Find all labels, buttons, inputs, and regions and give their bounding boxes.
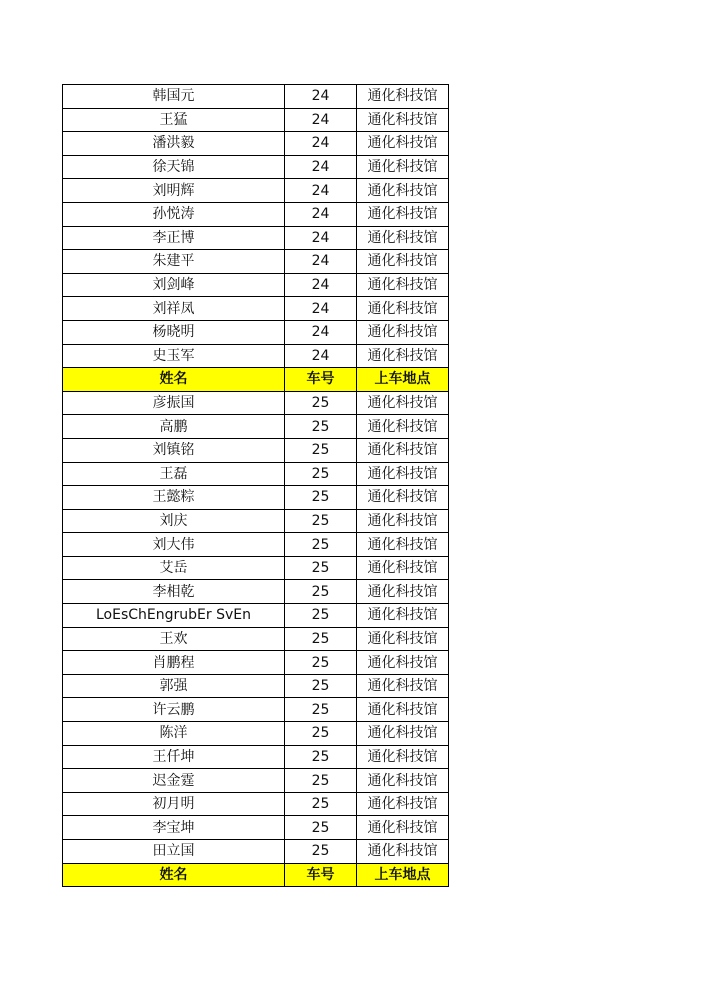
- car-number-cell: 24: [285, 226, 357, 250]
- car-number-cell: 25: [285, 722, 357, 746]
- car-number-cell: 25: [285, 391, 357, 415]
- boarding-location-cell: 通化科技馆: [357, 627, 449, 651]
- car-number-cell: 25: [285, 769, 357, 793]
- table-row: [63, 816, 449, 840]
- header-car-cell: 车号: [285, 863, 357, 887]
- passenger-name-cell: 刘明辉: [63, 179, 285, 203]
- boarding-location-cell: 通化科技馆: [357, 698, 449, 722]
- passenger-name-cell: 肖鹏程: [63, 651, 285, 675]
- table-row: [63, 627, 449, 651]
- table-row: [63, 202, 449, 226]
- car-number-cell: 24: [285, 344, 357, 368]
- boarding-location-cell: 通化科技馆: [357, 509, 449, 533]
- boarding-location-cell: 通化科技馆: [357, 250, 449, 274]
- passenger-table-body: [63, 85, 449, 887]
- boarding-location-cell: 通化科技馆: [357, 85, 449, 109]
- boarding-location-cell: 通化科技馆: [357, 391, 449, 415]
- passenger-name-cell: 韩国元: [63, 85, 285, 109]
- car-number-cell: 24: [285, 179, 357, 203]
- table-row: [63, 108, 449, 132]
- passenger-name-cell: 刘祥凤: [63, 297, 285, 321]
- boarding-location-cell: 通化科技馆: [357, 816, 449, 840]
- boarding-location-cell: 通化科技馆: [357, 792, 449, 816]
- table-row: [63, 438, 449, 462]
- boarding-location-cell: 通化科技馆: [357, 179, 449, 203]
- passenger-name-cell: 李相乾: [63, 580, 285, 604]
- passenger-name-cell: 史玉军: [63, 344, 285, 368]
- car-number-cell: 24: [285, 108, 357, 132]
- car-number-cell: 25: [285, 792, 357, 816]
- header-car-cell: 车号: [285, 368, 357, 392]
- car-number-cell: 24: [285, 250, 357, 274]
- car-number-cell: 25: [285, 580, 357, 604]
- passenger-name-cell: 初月明: [63, 792, 285, 816]
- passenger-name-cell: 李宝坤: [63, 816, 285, 840]
- passenger-name-cell: 王懿粽: [63, 486, 285, 510]
- car-number-cell: 25: [285, 840, 357, 864]
- boarding-location-cell: 通化科技馆: [357, 344, 449, 368]
- table-row: [63, 85, 449, 109]
- car-number-cell: 24: [285, 155, 357, 179]
- car-number-cell: 24: [285, 202, 357, 226]
- boarding-location-cell: 通化科技馆: [357, 604, 449, 628]
- boarding-location-cell: 通化科技馆: [357, 533, 449, 557]
- car-number-cell: 24: [285, 320, 357, 344]
- boarding-location-cell: 通化科技馆: [357, 674, 449, 698]
- passenger-name-cell: 杨晓明: [63, 320, 285, 344]
- passenger-name-cell: 刘剑峰: [63, 273, 285, 297]
- boarding-location-cell: 通化科技馆: [357, 462, 449, 486]
- table-row: [63, 132, 449, 156]
- boarding-location-cell: 通化科技馆: [357, 108, 449, 132]
- table-row: [63, 604, 449, 628]
- passenger-name-cell: 刘庆: [63, 509, 285, 533]
- car-number-cell: 24: [285, 297, 357, 321]
- passenger-name-cell: 王仟坤: [63, 745, 285, 769]
- table-row: [63, 769, 449, 793]
- table-row: [63, 462, 449, 486]
- boarding-location-cell: 通化科技馆: [357, 486, 449, 510]
- car-number-cell: 24: [285, 132, 357, 156]
- header-name-cell: 姓名: [63, 863, 285, 887]
- boarding-location-cell: 通化科技馆: [357, 745, 449, 769]
- table-row: [63, 651, 449, 675]
- boarding-location-cell: 通化科技馆: [357, 415, 449, 439]
- table-row: [63, 486, 449, 510]
- table-row: [63, 155, 449, 179]
- table-row: [63, 273, 449, 297]
- table-row: [63, 344, 449, 368]
- table-row: [63, 698, 449, 722]
- passenger-name-cell: 郭强: [63, 674, 285, 698]
- passenger-sheet: [62, 84, 449, 887]
- car-number-cell: 25: [285, 509, 357, 533]
- car-number-cell: 25: [285, 533, 357, 557]
- table-row: [63, 509, 449, 533]
- table-row: [63, 391, 449, 415]
- car-number-cell: 25: [285, 415, 357, 439]
- table-row: [63, 580, 449, 604]
- passenger-name-cell: 李正博: [63, 226, 285, 250]
- passenger-name-cell: 刘镇铭: [63, 438, 285, 462]
- passenger-name-cell: 艾岳: [63, 556, 285, 580]
- passenger-name-cell: 朱建平: [63, 250, 285, 274]
- header-name-cell: 姓名: [63, 368, 285, 392]
- car-number-cell: 25: [285, 674, 357, 698]
- boarding-location-cell: 通化科技馆: [357, 202, 449, 226]
- passenger-name-cell: 田立国: [63, 840, 285, 864]
- table-header-row: [63, 863, 449, 887]
- passenger-name-cell: 徐天锦: [63, 155, 285, 179]
- passenger-name-cell: 刘大伟: [63, 533, 285, 557]
- table-row: [63, 297, 449, 321]
- table-row: [63, 556, 449, 580]
- car-number-cell: 25: [285, 486, 357, 510]
- boarding-location-cell: 通化科技馆: [357, 556, 449, 580]
- table-row: [63, 415, 449, 439]
- header-location-cell: 上车地点: [357, 863, 449, 887]
- boarding-location-cell: 通化科技馆: [357, 840, 449, 864]
- passenger-name-cell: 许云鹏: [63, 698, 285, 722]
- boarding-location-cell: 通化科技馆: [357, 769, 449, 793]
- table-row: [63, 840, 449, 864]
- passenger-name-cell: 彦振国: [63, 391, 285, 415]
- passenger-name-cell: 潘洪毅: [63, 132, 285, 156]
- car-number-cell: 25: [285, 627, 357, 651]
- passenger-name-cell: 孙悦涛: [63, 202, 285, 226]
- car-number-cell: 24: [285, 85, 357, 109]
- boarding-location-cell: 通化科技馆: [357, 297, 449, 321]
- table-row: [63, 674, 449, 698]
- boarding-location-cell: 通化科技馆: [357, 438, 449, 462]
- table-row: [63, 722, 449, 746]
- table-row: [63, 792, 449, 816]
- passenger-name-cell: LoEsChEngrubEr SvEn: [63, 604, 285, 628]
- passenger-table: [62, 84, 449, 887]
- table-row: [63, 320, 449, 344]
- passenger-name-cell: 迟金霆: [63, 769, 285, 793]
- car-number-cell: 25: [285, 438, 357, 462]
- boarding-location-cell: 通化科技馆: [357, 580, 449, 604]
- car-number-cell: 24: [285, 273, 357, 297]
- passenger-name-cell: 王猛: [63, 108, 285, 132]
- car-number-cell: 25: [285, 604, 357, 628]
- passenger-name-cell: 王磊: [63, 462, 285, 486]
- boarding-location-cell: 通化科技馆: [357, 651, 449, 675]
- car-number-cell: 25: [285, 745, 357, 769]
- boarding-location-cell: 通化科技馆: [357, 320, 449, 344]
- boarding-location-cell: 通化科技馆: [357, 132, 449, 156]
- table-row: [63, 250, 449, 274]
- car-number-cell: 25: [285, 462, 357, 486]
- car-number-cell: 25: [285, 556, 357, 580]
- car-number-cell: 25: [285, 651, 357, 675]
- boarding-location-cell: 通化科技馆: [357, 722, 449, 746]
- table-header-row: [63, 368, 449, 392]
- table-row: [63, 533, 449, 557]
- table-row: [63, 226, 449, 250]
- table-row: [63, 745, 449, 769]
- passenger-name-cell: 王欢: [63, 627, 285, 651]
- boarding-location-cell: 通化科技馆: [357, 226, 449, 250]
- header-location-cell: 上车地点: [357, 368, 449, 392]
- boarding-location-cell: 通化科技馆: [357, 273, 449, 297]
- passenger-name-cell: 高鹏: [63, 415, 285, 439]
- table-row: [63, 179, 449, 203]
- passenger-name-cell: 陈洋: [63, 722, 285, 746]
- boarding-location-cell: 通化科技馆: [357, 155, 449, 179]
- car-number-cell: 25: [285, 698, 357, 722]
- car-number-cell: 25: [285, 816, 357, 840]
